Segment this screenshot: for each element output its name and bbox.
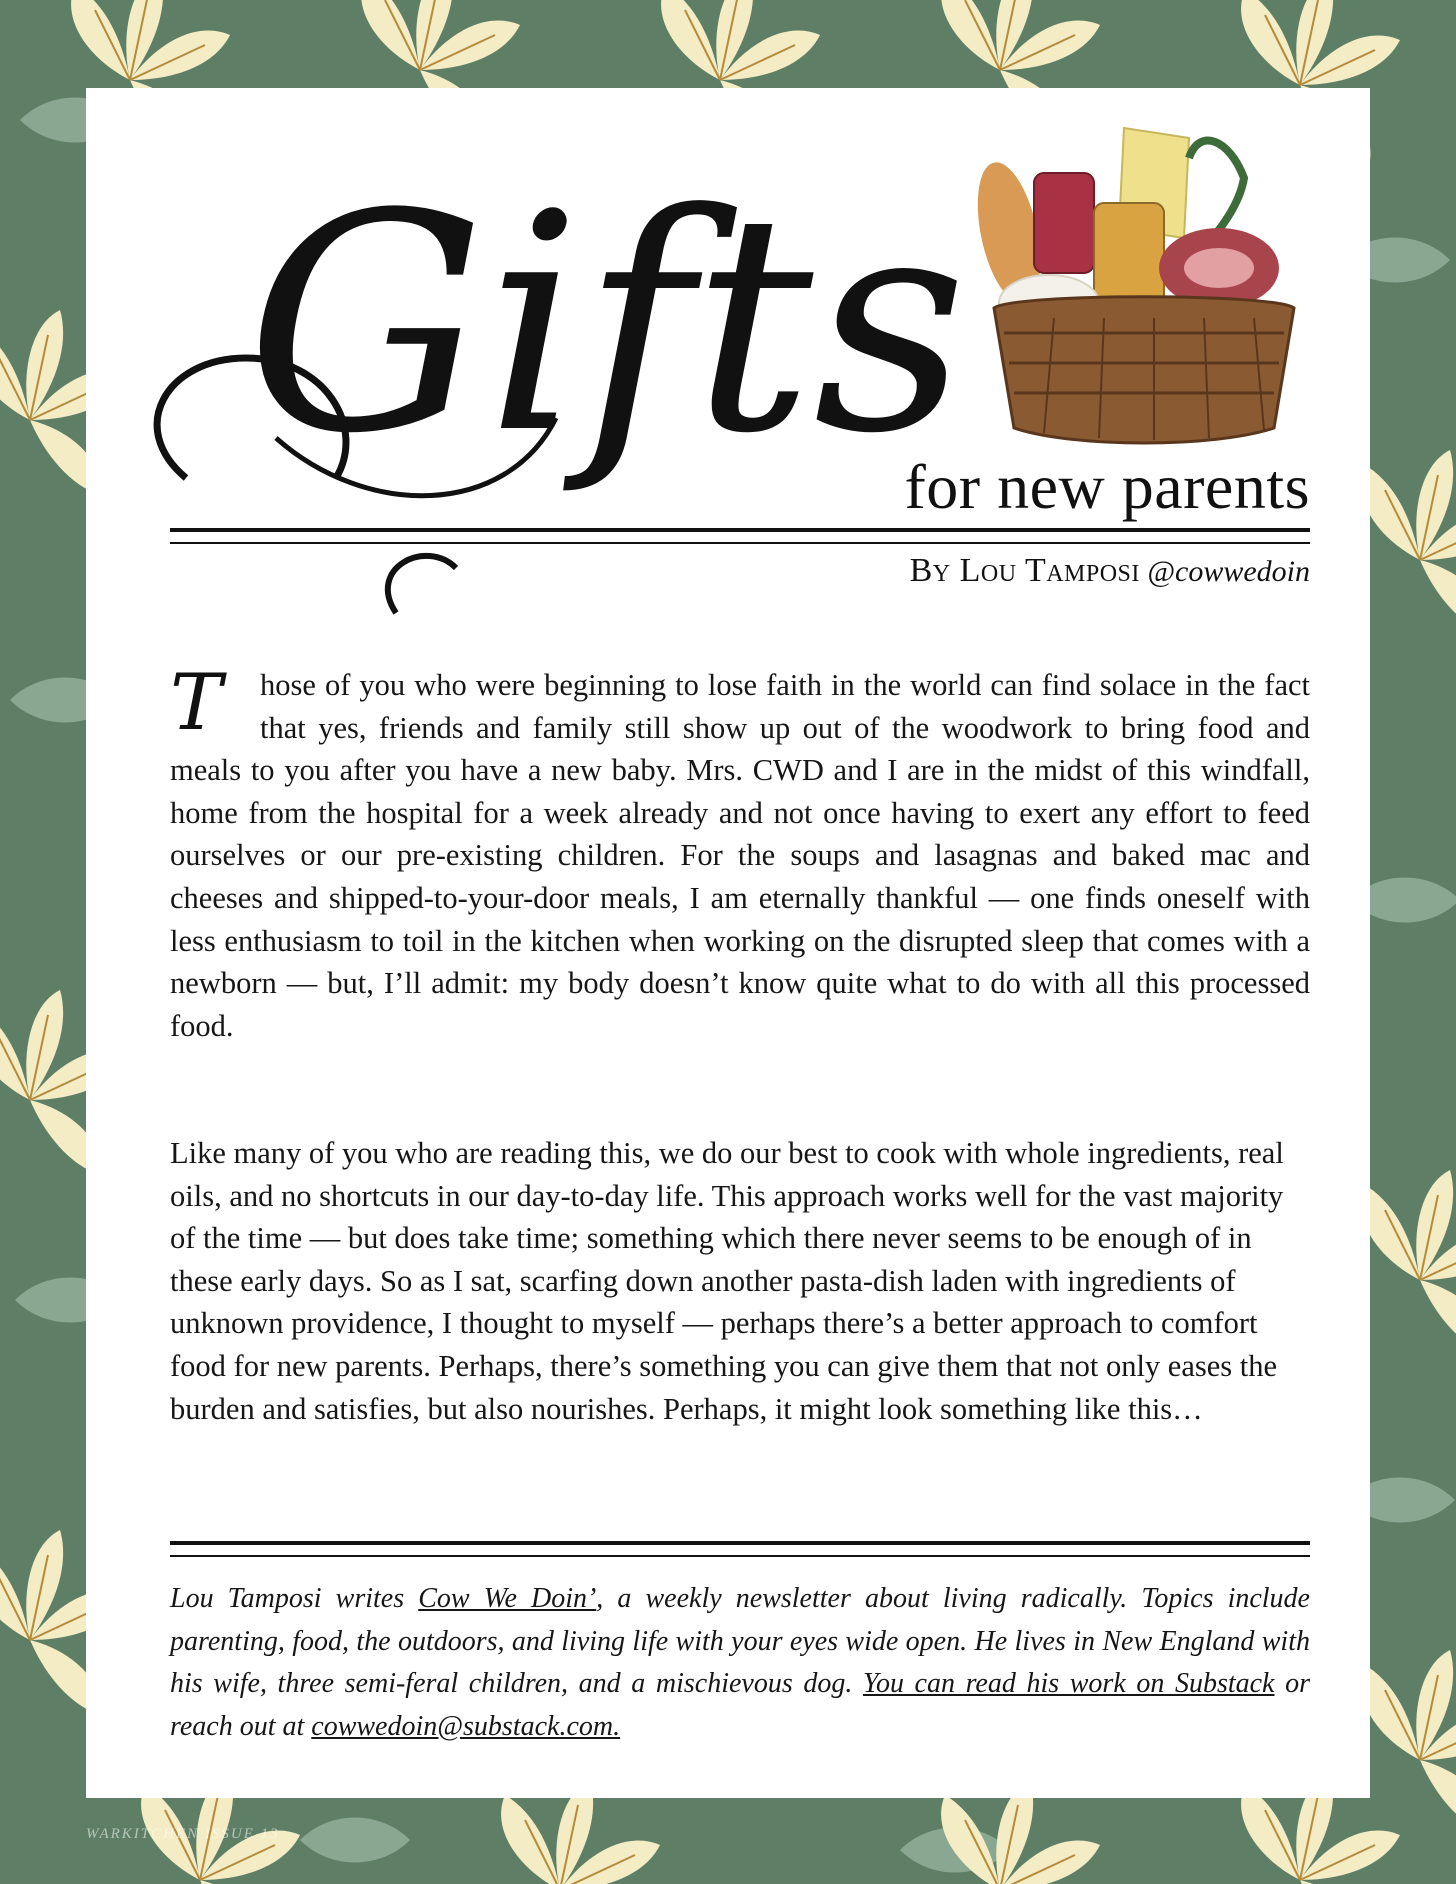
bio-text-2: , a weekly newsletter about living radically. Topics include parenting, food, the outdoors, and living life with your eyes wide open. He lives in New England with his wife, three semi-feral children, and a mischievous dog. <box>170 1583 1310 1699</box>
gift-basket-illustration <box>974 118 1314 448</box>
bio-text-3: or reach out at <box>170 1668 1311 1742</box>
title-gifts <box>126 98 1026 698</box>
bio-divider <box>170 1541 1310 1557</box>
article-paragraph-1 <box>170 658 1310 1047</box>
author-bio <box>170 1578 1310 1748</box>
substack-link[interactable]: You can read his work on Substack <box>862 1668 1275 1699</box>
byline <box>910 552 1310 590</box>
newsletter-link[interactable]: Cow We Doin’ <box>418 1583 597 1614</box>
basket-icon <box>974 118 1314 448</box>
byline-author: By Lou Tamposi <box>909 552 1140 589</box>
email-link[interactable]: cowwedoin@substack.com. <box>311 1710 621 1742</box>
header-divider <box>170 528 1310 544</box>
article-paragraph-2: Like many of you who are reading this, we do our best to cook with whole ingredients, real oils, and no shortcuts in our day-to-day life. This approach works well for the vast majority of the time — but does take time; something which there never seems to be enough of in these early days. So as I sat, scarfing down another pasta-dish laden with ingredients of unknown providence, I thought to myself — perhaps there’s a better approach to comfort food for new parents. Perhaps, there’s something you can give them that not only eases the burden and satisfies, but also nourishes. Perhaps, it might look something like this… <box>170 1136 1284 1426</box>
drop-cap: T <box>170 658 223 748</box>
issue-label: WARKITCHEN ISSUE 13 <box>86 1826 280 1842</box>
title-flourish <box>126 98 1026 698</box>
subtitle: for new parents <box>904 451 1310 522</box>
paragraph-1-text: hose of you who were beginning to lose faith in the world can find solace in the fact that yes, friends and family still show up out of the woodwork to bring food and meals to you after you have a new baby. Mrs. CWD and I are in the midst of this windfall, home from the hospital for a week already and not once having to exert any effort to feed ourselves or our pre-existing children. For the soups and lasagnas and baked mac and cheeses and shipped-to-your-door meals, I am eternally thankful — one finds oneself with less enthusiasm to toil in the kitchen when working on the disrupted sleep that comes with a newborn — but, I’ll admit: my body doesn’t know quite what to do with all this processed food. <box>170 668 1310 1043</box>
byline-handle: @cowwedoin <box>1147 555 1310 588</box>
article-page <box>86 88 1370 1798</box>
bio-text-1: Lou Tamposi writes <box>170 1583 419 1614</box>
title-text: Gifts <box>246 150 968 499</box>
